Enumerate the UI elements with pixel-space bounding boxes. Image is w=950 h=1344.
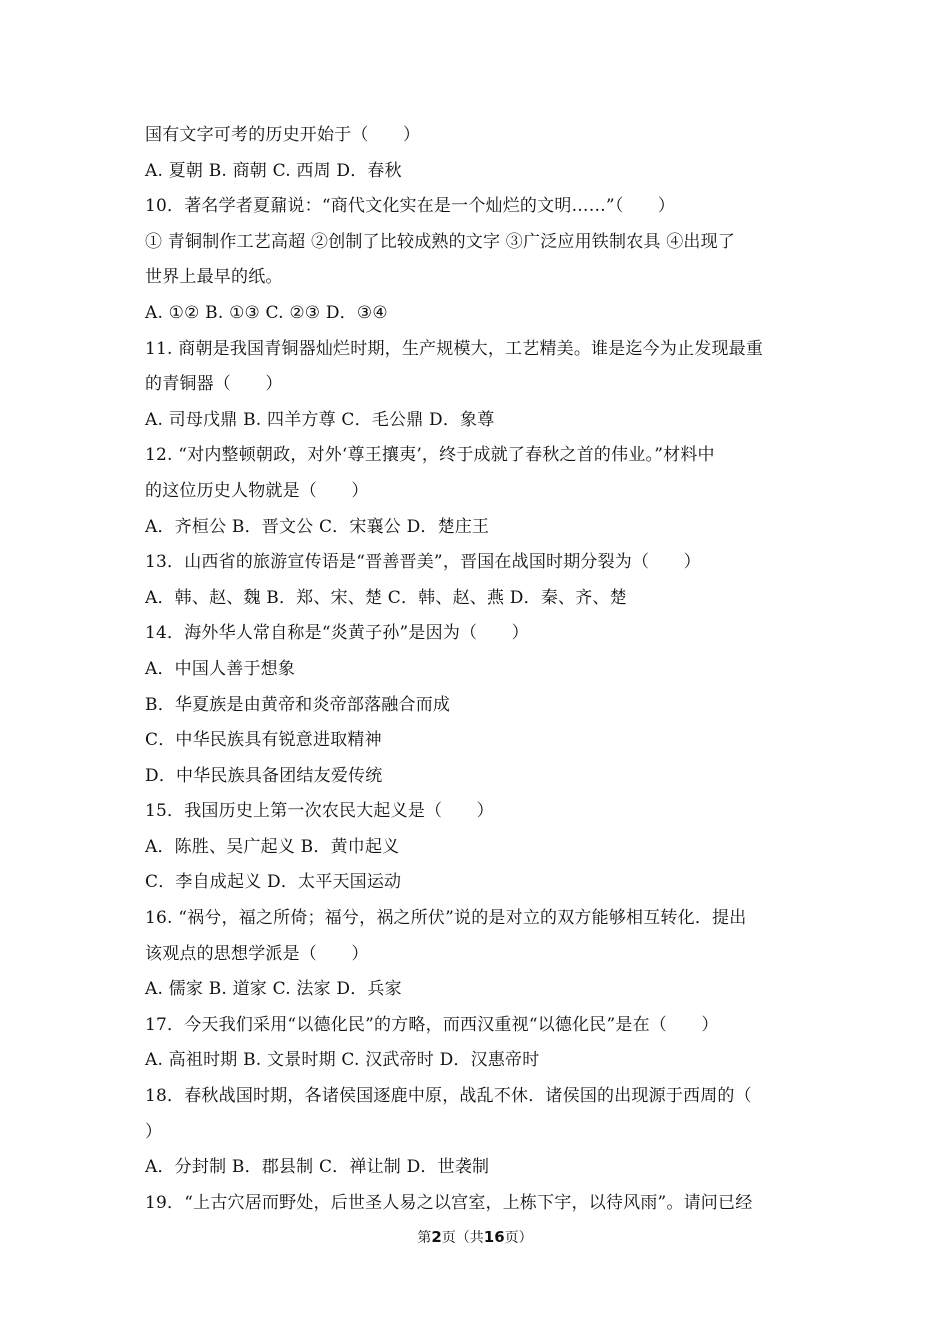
text-line: 15．我国历史上第一次农民大起义是（ ） [145, 801, 494, 822]
total-pages: 16 [483, 1228, 505, 1246]
footer-prefix: 第 [417, 1230, 432, 1246]
text-line: 10．著名学者夏鼐说：“商代文化实在是一个灿烂的文明……”（ ） [145, 196, 676, 217]
text-line: 该观点的思想学派是（ ） [145, 943, 369, 964]
question-text-block [145, 118, 810, 1221]
text-line: 国有文字可考的历史开始于（ ） [145, 125, 421, 145]
text-line: A. 司母戊鼎 B. 四羊方尊 C．毛公鼎 D．象尊 [145, 409, 495, 430]
text-line: 世界上最早的纸。 [145, 267, 283, 288]
text-line: A．陈胜、吴广起义 B．黄巾起义 [145, 836, 400, 857]
text-line: 14．海外华人常自称是“炎黄子孙”是因为（ ） [145, 623, 529, 644]
text-line: 11. 商朝是我国青铜器灿烂时期，生产规模大，工艺精美。谁是迄今为止发现最重 [145, 338, 764, 359]
text-line: 18．春秋战国时期，各诸侯国逐鹿中原，战乱不休．诸侯国的出现源于西周的（ [145, 1086, 752, 1107]
text-line: A．分封制 B．郡县制 C．禅让制 D．世袭制 [145, 1157, 490, 1178]
text-line: 13．山西省的旅游宣传语是“晋善晋美”，晋国在战国时期分裂为（ ） [145, 552, 701, 573]
text-line: A．中国人善于想象 [145, 658, 296, 679]
text-line: 17．今天我们采用“以德化民”的方略，而西汉重视“以德化民”是在（ ） [145, 1014, 719, 1035]
text-line: 12. “对内整顿朝政，对外‘尊王攘夷’，终于成就了春秋之首的伟业。”材料中 [145, 445, 715, 466]
text-line: 19．“上古穴居而野处，后世圣人易之以宫室，上栋下宇，以待风雨”。请问已经 [145, 1192, 753, 1213]
text-line: B．华夏族是由黄帝和炎帝部落融合而成 [145, 694, 451, 715]
page-number: 2 [431, 1228, 442, 1246]
page-footer [0, 1227, 950, 1247]
text-line: ① 青铜制作工艺高超 ②创制了比较成熟的文字 ③广泛应用铁制农具 ④出现了 [145, 231, 736, 252]
text-line: A. 儒家 B. 道家 C. 法家 D．兵家 [145, 979, 402, 1000]
text-line: 的青铜器（ ） [145, 374, 283, 395]
text-line: A. 夏朝 B. 商朝 C. 西周 D．春秋 [145, 160, 402, 181]
text-line: A．齐桓公 B．晋文公 C．宋襄公 D．楚庄王 [145, 516, 490, 537]
footer-suffix: 页） [504, 1230, 533, 1246]
footer-middle: 页（共 [441, 1230, 484, 1246]
text-line: 的这位历史人物就是（ ） [145, 480, 369, 501]
text-line: C．李自成起义 D．太平天国运动 [145, 872, 402, 893]
text-line: C．中华民族具有锐意进取精神 [145, 730, 382, 751]
text-line: D．中华民族具备团结友爱传统 [145, 765, 383, 786]
text-line: 16. “祸兮，福之所倚；福兮，祸之所伏”说的是对立的双方能够相互转化．提出 [145, 908, 747, 929]
text-line: A. 高祖时期 B. 文景时期 C. 汉武帝时 D．汉惠帝时 [145, 1050, 540, 1071]
text-line: A. ①② B. ①③ C. ②③ D．③④ [145, 302, 388, 323]
text-line: A．韩、赵、魏 B．郑、宋、楚 C．韩、赵、燕 D．秦、齐、楚 [145, 587, 627, 608]
text-line: ） [145, 1121, 163, 1142]
